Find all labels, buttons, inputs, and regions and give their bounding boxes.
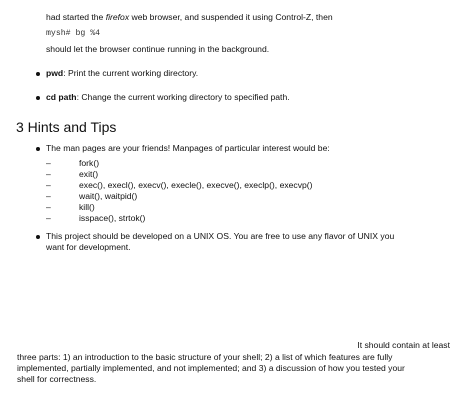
dash-marker: – <box>46 191 51 201</box>
intro-line-1 <box>46 12 333 23</box>
function-item: exit() <box>79 169 99 179</box>
function-item: exec(), execl(), execv(), execle(), execve(), execlp(), execvp() <box>79 180 313 190</box>
command-name: pwd <box>46 68 64 78</box>
readme-line-4: shell for correctness. <box>17 374 97 384</box>
intro-line-1-part-a: had started the <box>46 12 106 22</box>
section-heading: 3 Hints and Tips <box>16 119 117 135</box>
intro-line-3: should let the browser continue running in the background. <box>46 44 270 54</box>
bullet-dot <box>36 235 40 239</box>
bullet-dot <box>36 96 40 100</box>
dash-marker: – <box>46 158 51 168</box>
function-item: isspace(), strtok() <box>79 213 146 223</box>
manpages-text: The man pages are your friends! Manpages of particular interest would be: <box>46 143 330 153</box>
dash-marker: – <box>46 202 51 212</box>
dash-marker: – <box>46 169 51 179</box>
function-item: fork() <box>79 158 100 168</box>
dash-marker: – <box>46 213 51 223</box>
command-desc: : Print the current working directory. <box>63 68 199 78</box>
bullet-dot <box>36 72 40 76</box>
readme-line-3: implemented, partially implemented, and not implemented; and 3) a discussion of how you tested your <box>17 363 405 373</box>
firefox-term: firefox <box>105 12 130 22</box>
command-name: cd path <box>46 92 77 102</box>
unix-line-1: This project should be developed on a UNIX OS. You are free to use any flavor of UNIX you <box>46 231 395 241</box>
bg-command-example: mysh# bg %4 <box>46 29 101 38</box>
dash-marker: – <box>46 180 51 190</box>
unix-line-2: want for development. <box>46 242 131 252</box>
readme-line-1: It should contain at least <box>357 340 450 350</box>
readme-line-2: three parts: 1) an introduction to the basic structure of your shell; 2) a list of which features are fully <box>17 352 393 362</box>
command-item-pwd <box>46 68 198 79</box>
function-item: kill() <box>79 202 95 212</box>
function-item: wait(), waitpid() <box>79 191 138 201</box>
command-desc: : Change the current working directory to specified path. <box>76 92 290 102</box>
intro-line-1-part-b: web browser, and suspended it using Control-Z, then <box>129 12 333 22</box>
bullet-dot <box>36 147 40 151</box>
command-item-cd <box>46 92 290 103</box>
